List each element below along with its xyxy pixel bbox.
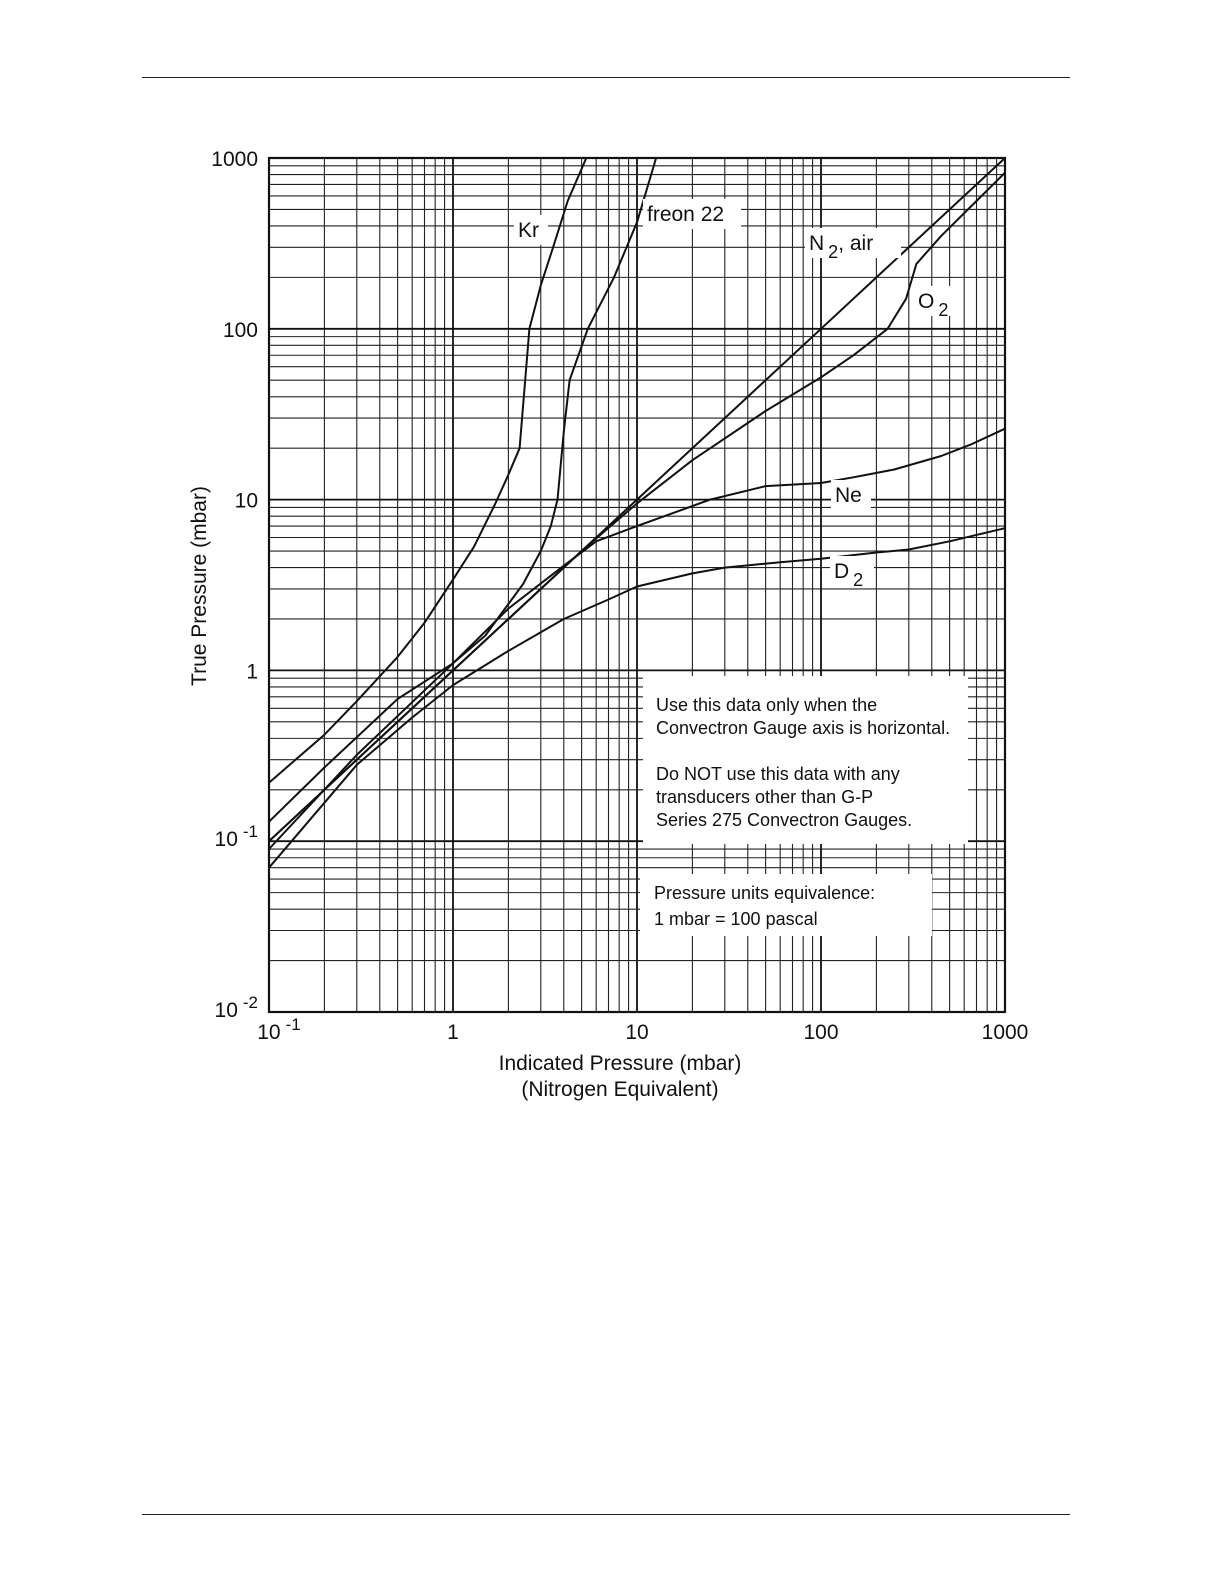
y-tick-label: 10 $^{-1}$ bbox=[214, 822, 258, 852]
series-label-text: N 2, air bbox=[809, 232, 874, 262]
y-tick-label: 1000 bbox=[211, 148, 258, 171]
orientation-note-line: Use this data only when the bbox=[656, 695, 878, 715]
warning-note-line: Do NOT use this data with any bbox=[656, 764, 900, 784]
series-label bbox=[914, 286, 962, 320]
warning-note-line: Series 275 Convectron Gauges. bbox=[656, 810, 913, 830]
orientation-note-line: Convectron Gauge axis is horizontal. bbox=[656, 718, 951, 738]
warning-note-line: transducers other than G-P bbox=[656, 787, 874, 807]
y-tick-label: 100 bbox=[222, 318, 258, 342]
x-axis-title: (Nitrogen Equivalent) bbox=[521, 1078, 719, 1101]
x-tick-label: 10 $^{-1}$ bbox=[257, 1015, 301, 1044]
x-tick-label: 1 bbox=[447, 1021, 459, 1044]
units-note-line: 1 mbar = 100 pascal bbox=[654, 909, 818, 929]
y-tick-label: 1 bbox=[246, 660, 258, 684]
series-label bbox=[831, 480, 871, 510]
y-tick-label: 10 $^{-2}$ bbox=[214, 993, 258, 1022]
series-label bbox=[643, 199, 741, 229]
series-label bbox=[805, 228, 901, 262]
series-label bbox=[514, 215, 548, 245]
x-axis-title: Indicated Pressure (mbar) bbox=[498, 1052, 742, 1075]
series-line bbox=[269, 158, 586, 783]
x-tick-label: 1000 bbox=[981, 1021, 1029, 1044]
units-note bbox=[640, 874, 932, 936]
series-label-text: Kr bbox=[518, 219, 539, 242]
notes bbox=[640, 676, 968, 936]
series-label-text: O 2 bbox=[918, 290, 949, 320]
series-label-text: Ne bbox=[835, 484, 862, 507]
series-label-text: D 2 bbox=[834, 560, 864, 590]
units-note-line: Pressure units equivalence: bbox=[654, 883, 876, 903]
x-tick-label: 100 bbox=[803, 1021, 839, 1044]
series-label bbox=[830, 556, 874, 590]
y-tick-label: 10 bbox=[234, 489, 258, 513]
series-label-text: freon 22 bbox=[647, 203, 725, 226]
data-usage-note bbox=[643, 676, 968, 844]
x-tick-label: 10 bbox=[625, 1021, 649, 1044]
y-axis-title: True Pressure (mbar) bbox=[188, 486, 211, 686]
